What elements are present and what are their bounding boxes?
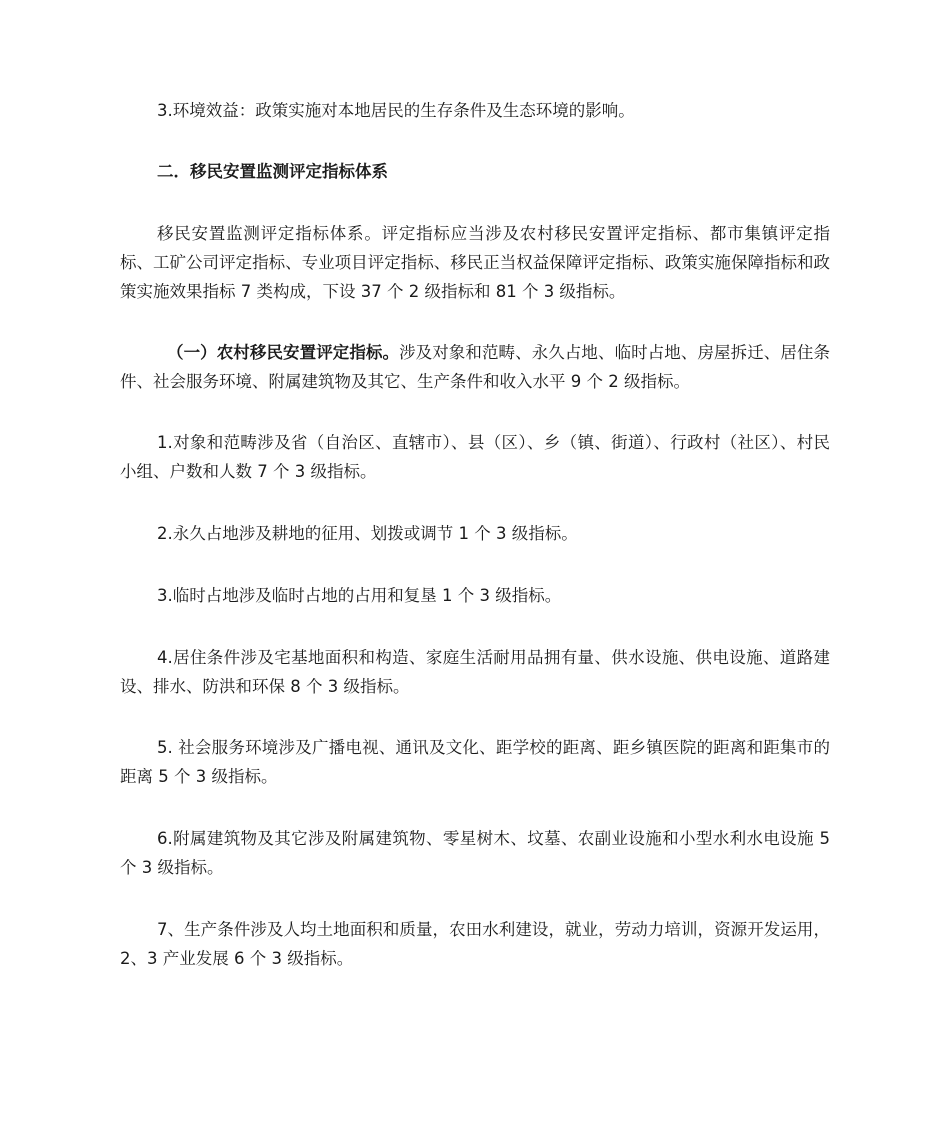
paragraph-indicator-system-overview: 移民安置监测评定指标体系。评定指标应当涉及农村移民安置评定指标、都市集镇评定指标、工矿公司评定指标、专业项目评定指标、移民正当权益保障评定指标、政策实施保障指标和政策实施效果指标 7 类构成，下设 37 个 2 级指标和 81 个 3 级指标。 [120,224,830,301]
paragraph-rural-resettlement-indicators [120,338,830,396]
paragraph-item-4-living-conditions: 4.居住条件涉及宅基地面积和构造、家庭生活耐用品拥有量、供水设施、供电设施、道路建设、排水、防洪和环保 8 个 3 级指标。 [120,648,830,696]
paragraph-item-6-ancillary-buildings: 6.附属建筑物及其它涉及附属建筑物、零星树木、坟墓、农副业设施和小型水利水电设施 5 个 3 级指标。 [120,829,830,877]
paragraph-item-1-scope: 1.对象和范畴涉及省（自治区、直辖市）、县（区）、乡（镇、街道）、行政村（社区）、村民小组、户数和人数 7 个 3 级指标。 [120,433,830,481]
rural-resettlement-description: 涉及对象和范畴、永久占地、临时占地、房屋拆迁、居住条件、社会服务环境、附属建筑物及其它、生产条件和收入水平 9 个 2 级指标。 [120,343,831,391]
section-heading-indicator-system: 二．移民安置监测评定指标体系 [157,162,388,181]
paragraph-item-7-production-conditions: 7、生产条件涉及人均土地面积和质量，农田水利建设，就业，劳动力培训，资源开发运用， 2、3 产业发展 6 个 3 级指标。 [120,920,830,968]
subheading-rural-resettlement: （一）农村移民安置评定指标。 [167,343,400,362]
paragraph-item-3-temporary-land: 3.临时占地涉及临时占地的占用和复垦 1 个 3 级指标。 [157,586,562,605]
paragraph-environmental-benefit: 3.环境效益：政策实施对本地居民的生存条件及生态环境的影响。 [157,101,635,120]
paragraph-item-5-social-services: 5. 社会服务环境涉及广播电视、通讯及文化、距学校的距离、距乡镇医院的距离和距集市的距离 5 个 3 级指标。 [120,738,830,786]
paragraph-item-2-permanent-land: 2.永久占地涉及耕地的征用、划拨或调节 1 个 3 级指标。 [157,524,578,543]
